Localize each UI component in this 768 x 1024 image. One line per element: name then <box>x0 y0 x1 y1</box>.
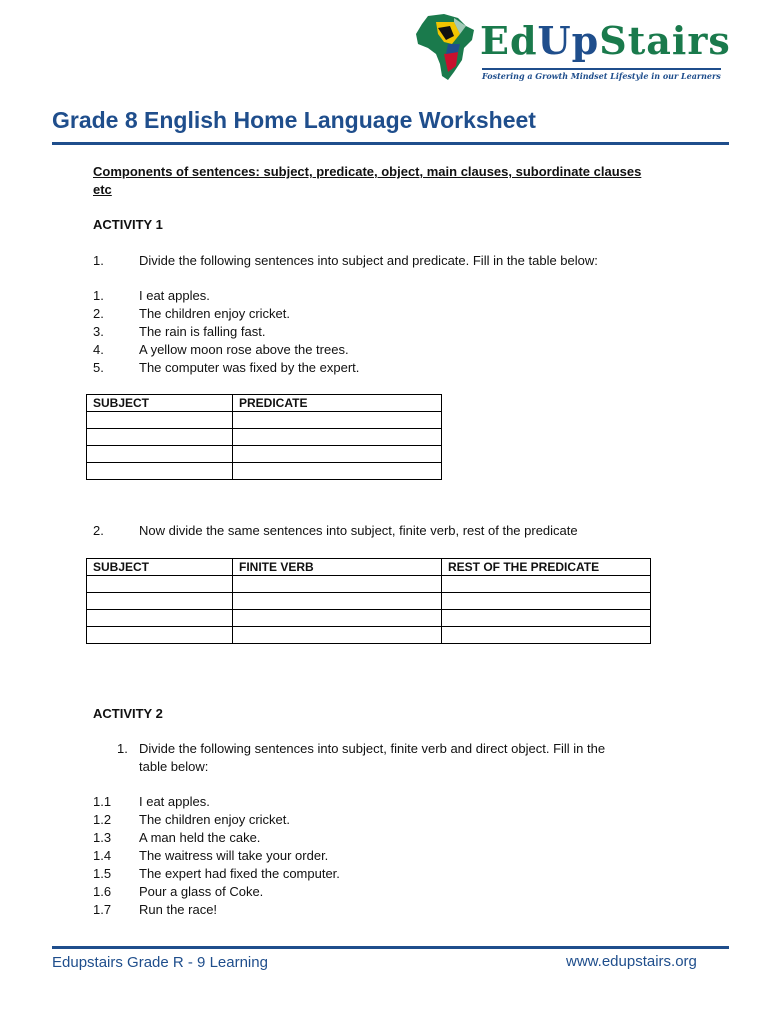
list-item-number: 1.1 <box>93 794 112 809</box>
table-header-cell: FINITE VERB <box>233 559 442 576</box>
list-item-text: I eat apples. <box>139 288 210 303</box>
question-text: Divide the following sentences into subject and predicate. Fill in the table below: <box>139 253 598 268</box>
logo-word-stairs: Stairs <box>599 18 731 63</box>
answer-cell[interactable] <box>233 446 442 463</box>
answer-cell[interactable] <box>233 593 442 610</box>
answer-cell[interactable] <box>233 429 442 446</box>
answer-cell[interactable] <box>233 463 442 480</box>
list-item-text: The waitress will take your order. <box>139 848 329 863</box>
list-item-text: Pour a glass of Coke. <box>139 884 264 899</box>
activity1-sentence-list <box>0 287 768 377</box>
list-item-number: 2. <box>93 306 104 321</box>
table-row <box>87 412 442 429</box>
list-item-text: Run the race! <box>139 902 218 917</box>
list-item-number: 3. <box>93 324 104 339</box>
list-item-text: A man held the cake. <box>139 830 261 845</box>
activity2-label: ACTIVITY 2 <box>93 706 163 721</box>
list-item <box>0 865 768 883</box>
table-header-row <box>87 559 651 576</box>
answer-cell[interactable] <box>442 610 651 627</box>
table-row <box>87 463 442 480</box>
answer-cell[interactable] <box>87 576 233 593</box>
table-row <box>87 429 442 446</box>
activity2-question-line2: table below: <box>139 759 209 774</box>
table-row <box>87 446 442 463</box>
list-item-number: 1.7 <box>93 902 112 917</box>
list-item-number: 1.2 <box>93 812 112 827</box>
logo-word-ed: Ed <box>480 18 538 63</box>
list-item-number: 5. <box>93 360 104 375</box>
list-item <box>0 811 768 829</box>
edupstairs-logo <box>414 14 732 82</box>
answer-cell[interactable] <box>233 627 442 644</box>
list-item-text: The rain is falling fast. <box>139 324 266 339</box>
question-number: 1. <box>93 253 104 268</box>
table-row <box>87 610 651 627</box>
list-item-number: 1.6 <box>93 884 112 899</box>
answer-cell[interactable] <box>442 627 651 644</box>
answer-cell[interactable] <box>442 576 651 593</box>
activity2-sentence-list <box>0 793 768 919</box>
table-header-cell: PREDICATE <box>233 395 442 412</box>
list-item-text: The children enjoy cricket. <box>139 812 291 827</box>
table-row <box>87 627 651 644</box>
list-item-text: The expert had fixed the computer. <box>139 866 340 881</box>
list-item-number: 4. <box>93 342 104 357</box>
list-item <box>0 901 768 919</box>
list-item-text: A yellow moon rose above the trees. <box>139 342 349 357</box>
logo-word-up: Up <box>537 18 600 63</box>
table-header-cell: SUBJECT <box>87 395 233 412</box>
list-item <box>0 341 768 359</box>
section-heading-line2: etc <box>93 182 112 197</box>
list-item-number: 1.5 <box>93 866 112 881</box>
subject-finite-verb-table <box>86 558 651 644</box>
logo-tagline: Fostering a Growth Mindset Lifestyle in our Learners <box>482 68 721 81</box>
subject-predicate-table <box>86 394 442 480</box>
answer-cell[interactable] <box>233 610 442 627</box>
footer-website-link[interactable]: www.edupstairs.org <box>566 953 697 970</box>
activity1-label: ACTIVITY 1 <box>93 217 163 232</box>
list-item <box>0 793 768 811</box>
table-header-cell: REST OF THE PREDICATE <box>442 559 651 576</box>
answer-cell[interactable] <box>442 593 651 610</box>
activity2-question-number: 1. <box>117 741 128 756</box>
list-item <box>0 829 768 847</box>
answer-cell[interactable] <box>87 593 233 610</box>
list-item <box>0 883 768 901</box>
footer-divider <box>52 946 729 949</box>
logo-wordmark <box>480 20 731 62</box>
list-item-text: I eat apples. <box>139 794 210 809</box>
footer-left-text: Edupstairs Grade R - 9 Learning <box>52 954 268 971</box>
list-item-text: The computer was fixed by the expert. <box>139 360 360 375</box>
table-row <box>87 593 651 610</box>
list-item-text: The children enjoy cricket. <box>139 306 291 321</box>
list-item <box>0 323 768 341</box>
title-divider <box>52 142 729 145</box>
question-number: 2. <box>93 523 104 538</box>
answer-cell[interactable] <box>233 576 442 593</box>
answer-cell[interactable] <box>87 446 233 463</box>
list-item <box>0 847 768 865</box>
question-text: Now divide the same sentences into subject, finite verb, rest of the predicate <box>139 523 578 538</box>
answer-cell[interactable] <box>87 610 233 627</box>
page-title: Grade 8 English Home Language Worksheet <box>52 107 536 133</box>
table-header-row <box>87 395 442 412</box>
answer-cell[interactable] <box>233 412 442 429</box>
answer-cell[interactable] <box>87 463 233 480</box>
list-item-number: 1. <box>93 288 104 303</box>
list-item-number: 1.3 <box>93 830 112 845</box>
africa-map-icon <box>414 14 480 82</box>
list-item <box>0 359 768 377</box>
list-item <box>0 305 768 323</box>
answer-cell[interactable] <box>87 412 233 429</box>
table-header-cell: SUBJECT <box>87 559 233 576</box>
answer-cell[interactable] <box>87 429 233 446</box>
activity2-question-line1: Divide the following sentences into subject, finite verb and direct object. Fill in the <box>139 741 606 756</box>
answer-cell[interactable] <box>87 627 233 644</box>
list-item <box>0 287 768 305</box>
section-heading-line1: Components of sentences: subject, predicate, object, main clauses, subordinate clauses <box>93 164 642 179</box>
list-item-number: 1.4 <box>93 848 112 863</box>
table-row <box>87 576 651 593</box>
